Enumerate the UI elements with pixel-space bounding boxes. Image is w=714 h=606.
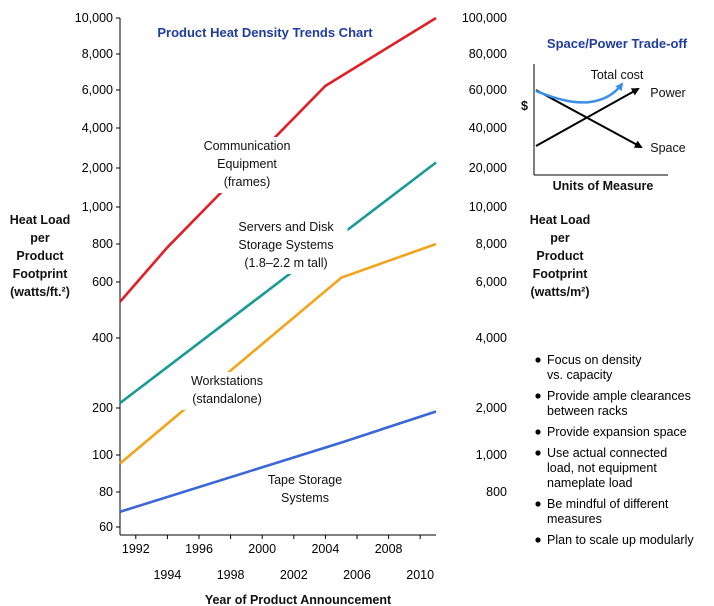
annotation-line: Tape Storage	[267, 473, 343, 487]
y-tick-label-left: 100	[92, 448, 113, 462]
y-tick-label-left: 2,000	[81, 161, 113, 175]
inset-ylabel: $	[521, 99, 528, 113]
servers-storage-line	[120, 163, 436, 404]
annotation-line: Equipment	[217, 157, 277, 171]
x-tick-label-lower: 2002	[279, 568, 308, 582]
y-tick-label-right: 800	[486, 485, 507, 499]
inset-title: Space/Power Trade-off	[546, 36, 688, 51]
x-tick-label-upper: 1996	[185, 542, 213, 556]
workstations-line	[120, 244, 436, 464]
y-tick-label-left: 400	[92, 331, 113, 345]
annotation-line: Systems	[281, 491, 329, 505]
y-axis-left-ticks	[75, 11, 120, 534]
y-tick-label-right: 8,000	[475, 237, 507, 251]
bullet-dot	[535, 357, 540, 362]
x-axis-ticks	[122, 535, 434, 582]
chart-title: Product Heat Density Trends Chart	[157, 25, 373, 40]
bullet-item	[535, 497, 668, 526]
bullet-line: Focus on density	[547, 353, 642, 367]
annotation-servers	[224, 218, 347, 274]
y-tick-label-left: 8,000	[81, 47, 113, 61]
y-tick-label-right: 60,000	[468, 83, 507, 97]
y-label-left-line3: Product	[16, 249, 64, 263]
y-label-right-line3: Product	[536, 249, 584, 263]
annotation-line: Servers and Disk	[238, 220, 334, 234]
bullet-item	[535, 425, 686, 439]
y-label-left-line2: per	[30, 231, 50, 245]
main-plot-area	[120, 18, 436, 535]
y-label-right-line1: Heat Load	[529, 213, 591, 227]
y-tick-label-left: 1,000	[81, 200, 113, 214]
inset-total-label: Total cost	[590, 68, 644, 82]
series-annotations	[180, 137, 352, 509]
x-tick-label-upper: 2008	[374, 542, 403, 556]
y-tick-label-left: 200	[92, 401, 113, 415]
annotation-communication	[196, 137, 298, 193]
annotation-line: Communication	[203, 139, 291, 153]
bullet-dot	[535, 429, 540, 434]
inset-total-cost-curve	[536, 84, 622, 102]
y-label-left-line4: Footprint	[12, 267, 68, 281]
y-tick-label-right: 100,000	[461, 11, 507, 25]
y-tick-label-left: 60	[99, 520, 113, 534]
inset-space-label: Space	[650, 141, 686, 155]
y-tick-label-right: 20,000	[468, 161, 507, 175]
y-tick-label-left: 600	[92, 275, 113, 289]
bullet-item	[535, 446, 667, 490]
y-label-right-line2: per	[550, 231, 570, 245]
bullet-item	[535, 353, 642, 382]
x-axis-label: Year of Product Announcement	[204, 593, 392, 606]
bullet-line: Use actual connected	[547, 446, 668, 460]
bullet-dot	[535, 501, 540, 506]
annotation-line: (standalone)	[192, 392, 262, 406]
annotation-workstations	[180, 372, 274, 410]
annotation-line: (1.8–2.2 m tall)	[244, 256, 328, 270]
bullet-line: Provide expansion space	[547, 425, 687, 439]
x-tick-label-lower: 2006	[343, 568, 371, 582]
y-tick-label-left: 800	[92, 237, 113, 251]
bullet-line: Be mindful of different	[547, 497, 669, 511]
bullet-line: Plan to scale up modularly	[547, 533, 694, 547]
y-label-left-line1: Heat Load	[9, 213, 71, 227]
tradeoff-inset	[521, 36, 688, 193]
y-label-left-line5: (watts/ft.²)	[10, 285, 70, 299]
y-tick-label-right: 1,000	[475, 448, 507, 462]
y-tick-label-right: 6,000	[475, 275, 507, 289]
y-tick-label-right: 40,000	[468, 121, 507, 135]
y-label-right-line5: (watts/m²)	[530, 285, 590, 299]
bullet-line: between racks	[547, 404, 628, 418]
y-tick-label-left: 10,000	[74, 11, 113, 25]
y-tick-label-left: 6,000	[81, 83, 113, 97]
annotation-tape	[258, 471, 352, 509]
bullet-line: nameplate load	[547, 476, 633, 490]
bullet-item	[535, 389, 690, 418]
bullet-dot	[535, 450, 540, 455]
bullet-list	[535, 353, 694, 547]
y-label-right-line4: Footprint	[532, 267, 588, 281]
y-tick-label-right: 10,000	[468, 200, 507, 214]
y-tick-label-left: 4,000	[81, 121, 113, 135]
bullet-line: measures	[547, 512, 602, 526]
x-tick-label-upper: 2000	[248, 542, 277, 556]
bullet-dot	[535, 537, 540, 542]
y-axis-right-ticks	[462, 11, 507, 499]
y-axis-left-label	[10, 213, 70, 299]
y-tick-label-right: 2,000	[475, 401, 507, 415]
inset-power-label: Power	[650, 86, 686, 100]
y-axis-right-label	[530, 213, 590, 299]
bullet-line: load, not equipment	[547, 461, 657, 475]
bullet-item	[535, 533, 694, 547]
annotation-line: Workstations	[190, 374, 264, 388]
x-tick-label-lower: 2010	[406, 568, 435, 582]
y-tick-label-right: 4,000	[475, 331, 507, 345]
y-tick-label-right: 80,000	[468, 47, 507, 61]
inset-xlabel: Units of Measure	[552, 179, 654, 193]
bullet-line: vs. capacity	[547, 368, 613, 382]
bullet-line: Provide ample clearances	[547, 389, 691, 403]
inset-space-line	[536, 90, 641, 147]
x-tick-label-upper: 2004	[311, 542, 340, 556]
annotation-line: Storage Systems	[238, 238, 334, 252]
annotation-line: (frames)	[223, 175, 271, 189]
y-tick-label-left: 80	[99, 485, 113, 499]
x-tick-label-lower: 1994	[153, 568, 182, 582]
bullet-dot	[535, 393, 540, 398]
x-tick-label-lower: 1998	[216, 568, 245, 582]
x-tick-label-upper: 1992	[121, 542, 150, 556]
